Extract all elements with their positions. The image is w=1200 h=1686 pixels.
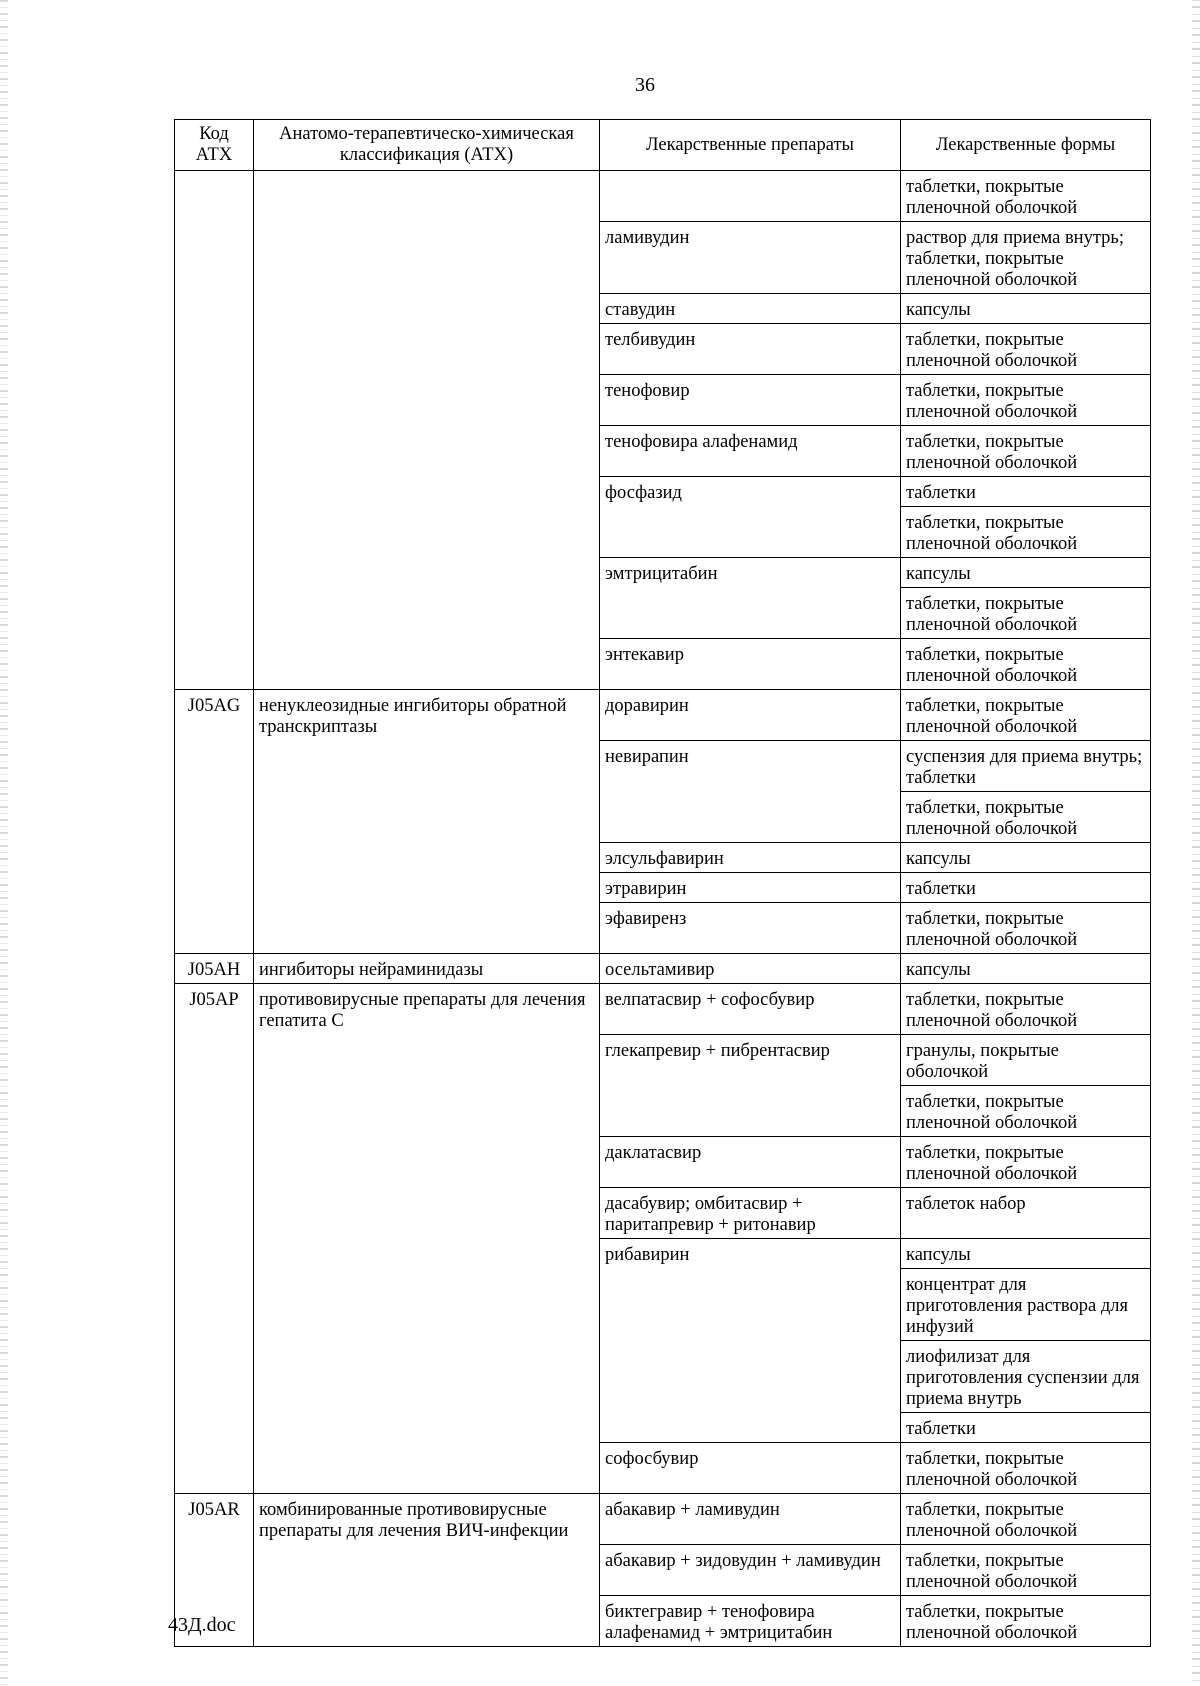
dosage-form-cell: капсулы	[901, 294, 1151, 324]
drug-name-cell: фосфазид	[600, 477, 901, 558]
drug-name-cell: ставудин	[600, 294, 901, 324]
atc-classification-cell: комбинированные противовирусные препараты для лечения ВИЧ-инфекции	[254, 1494, 600, 1647]
footer-filename: 43Д.doc	[168, 1614, 236, 1636]
dosage-form-cell: таблетки	[901, 477, 1151, 507]
dosage-form-cell: таблетки, покрытые пленочной оболочкой	[901, 1494, 1151, 1545]
scan-edge-left	[0, 0, 8, 1686]
drug-name-cell: ламивудин	[600, 222, 901, 294]
table-row	[175, 1494, 1151, 1545]
dosage-form-cell: таблетки, покрытые пленочной оболочкой	[901, 1596, 1151, 1647]
drug-name-cell: осельтамивир	[600, 954, 901, 984]
drug-name-cell: невирапин	[600, 741, 901, 843]
table-row	[175, 690, 1151, 741]
atc-code-cell: J05AR	[175, 1494, 254, 1647]
dosage-form-cell: таблетки, покрытые пленочной оболочкой	[901, 1443, 1151, 1494]
atc-classification-cell: противовирусные препараты для лечения гепатита С	[254, 984, 600, 1494]
drug-name-cell: рибавирин	[600, 1239, 901, 1443]
atc-classification-cell	[254, 171, 600, 690]
dosage-form-cell: гранулы, покрытые оболочкой	[901, 1035, 1151, 1086]
table-row	[175, 954, 1151, 984]
dosage-form-cell: таблетки, покрытые пленочной оболочкой	[901, 1545, 1151, 1596]
dosage-form-cell: таблетки, покрытые пленочной оболочкой	[901, 426, 1151, 477]
header-forms: Лекарственные формы	[901, 120, 1151, 171]
dosage-form-cell: таблетки, покрытые пленочной оболочкой	[901, 903, 1151, 954]
drug-name-cell: дасабувир; омбитасвир + паритапревир + ритонавир	[600, 1188, 901, 1239]
drug-name-cell: абакавир + зидовудин + ламивудин	[600, 1545, 901, 1596]
dosage-form-cell: суспензия для приема внутрь; таблетки	[901, 741, 1151, 792]
drug-name-cell: доравирин	[600, 690, 901, 741]
dosage-form-cell: лиофилизат для приготовления суспензии для приема внутрь	[901, 1341, 1151, 1413]
dosage-form-cell: таблетки, покрытые пленочной оболочкой	[901, 1086, 1151, 1137]
drug-name-cell: энтекавир	[600, 639, 901, 690]
table-body	[175, 171, 1151, 1647]
dosage-form-cell: капсулы	[901, 558, 1151, 588]
dosage-form-cell: таблетки	[901, 873, 1151, 903]
table-row	[175, 984, 1151, 1035]
page-number: 36	[635, 74, 655, 96]
drug-name-cell: абакавир + ламивудин	[600, 1494, 901, 1545]
atc-classification-cell: ненуклеозидные ингибиторы обратной транскриптазы	[254, 690, 600, 954]
atc-code-cell: J05AP	[175, 984, 254, 1494]
drug-name-cell: эмтрицитабин	[600, 558, 901, 639]
dosage-form-cell: раствор для приема внутрь; таблетки, покрытые пленочной оболочкой	[901, 222, 1151, 294]
atc-code-cell: J05AG	[175, 690, 254, 954]
dosage-form-cell: таблетки, покрытые пленочной оболочкой	[901, 375, 1151, 426]
drug-name-cell: телбивудин	[600, 324, 901, 375]
dosage-form-cell: концентрат для приготовления раствора для инфузий	[901, 1269, 1151, 1341]
atc-code-cell	[175, 171, 254, 690]
dosage-form-cell: капсулы	[901, 1239, 1151, 1269]
drug-name-cell: тенофовир	[600, 375, 901, 426]
drug-name-cell: глекапревир + пибрентасвир	[600, 1035, 901, 1137]
header-code: Код АТХ	[175, 120, 254, 171]
dosage-form-cell: таблетки, покрытые пленочной оболочкой	[901, 324, 1151, 375]
dosage-form-cell: таблетки, покрытые пленочной оболочкой	[901, 792, 1151, 843]
drug-name-cell: даклатасвир	[600, 1137, 901, 1188]
drug-name-cell: биктегравир + тенофовира алафенамид + эмтрицитабин	[600, 1596, 901, 1647]
drug-name-cell: тенофовира алафенамид	[600, 426, 901, 477]
drug-name-cell: элсульфавирин	[600, 843, 901, 873]
atc-classification-cell: ингибиторы нейраминидазы	[254, 954, 600, 984]
header-classification: Анатомо-терапевтическо-химическая классификация (АТХ)	[254, 120, 600, 171]
table-row	[175, 171, 1151, 222]
dosage-form-cell: таблетки, покрытые пленочной оболочкой	[901, 639, 1151, 690]
dosage-form-cell: капсулы	[901, 843, 1151, 873]
drug-name-cell	[600, 171, 901, 222]
dosage-form-cell: таблетки, покрытые пленочной оболочкой	[901, 588, 1151, 639]
dosage-form-cell: таблетки, покрытые пленочной оболочкой	[901, 171, 1151, 222]
dosage-form-cell: капсулы	[901, 954, 1151, 984]
dosage-form-cell: таблеток набор	[901, 1188, 1151, 1239]
drug-table	[174, 119, 1151, 1647]
drug-name-cell: велпатасвир + софосбувир	[600, 984, 901, 1035]
atc-code-cell: J05AH	[175, 954, 254, 984]
dosage-form-cell: таблетки	[901, 1413, 1151, 1443]
drug-name-cell: эфавиренз	[600, 903, 901, 954]
drug-name-cell: этравирин	[600, 873, 901, 903]
scan-edge-right	[1192, 0, 1200, 1686]
dosage-form-cell: таблетки, покрытые пленочной оболочкой	[901, 507, 1151, 558]
table-header-row	[175, 120, 1151, 171]
header-drugs: Лекарственные препараты	[600, 120, 901, 171]
drug-name-cell: софосбувир	[600, 1443, 901, 1494]
dosage-form-cell: таблетки, покрытые пленочной оболочкой	[901, 690, 1151, 741]
dosage-form-cell: таблетки, покрытые пленочной оболочкой	[901, 984, 1151, 1035]
dosage-form-cell: таблетки, покрытые пленочной оболочкой	[901, 1137, 1151, 1188]
